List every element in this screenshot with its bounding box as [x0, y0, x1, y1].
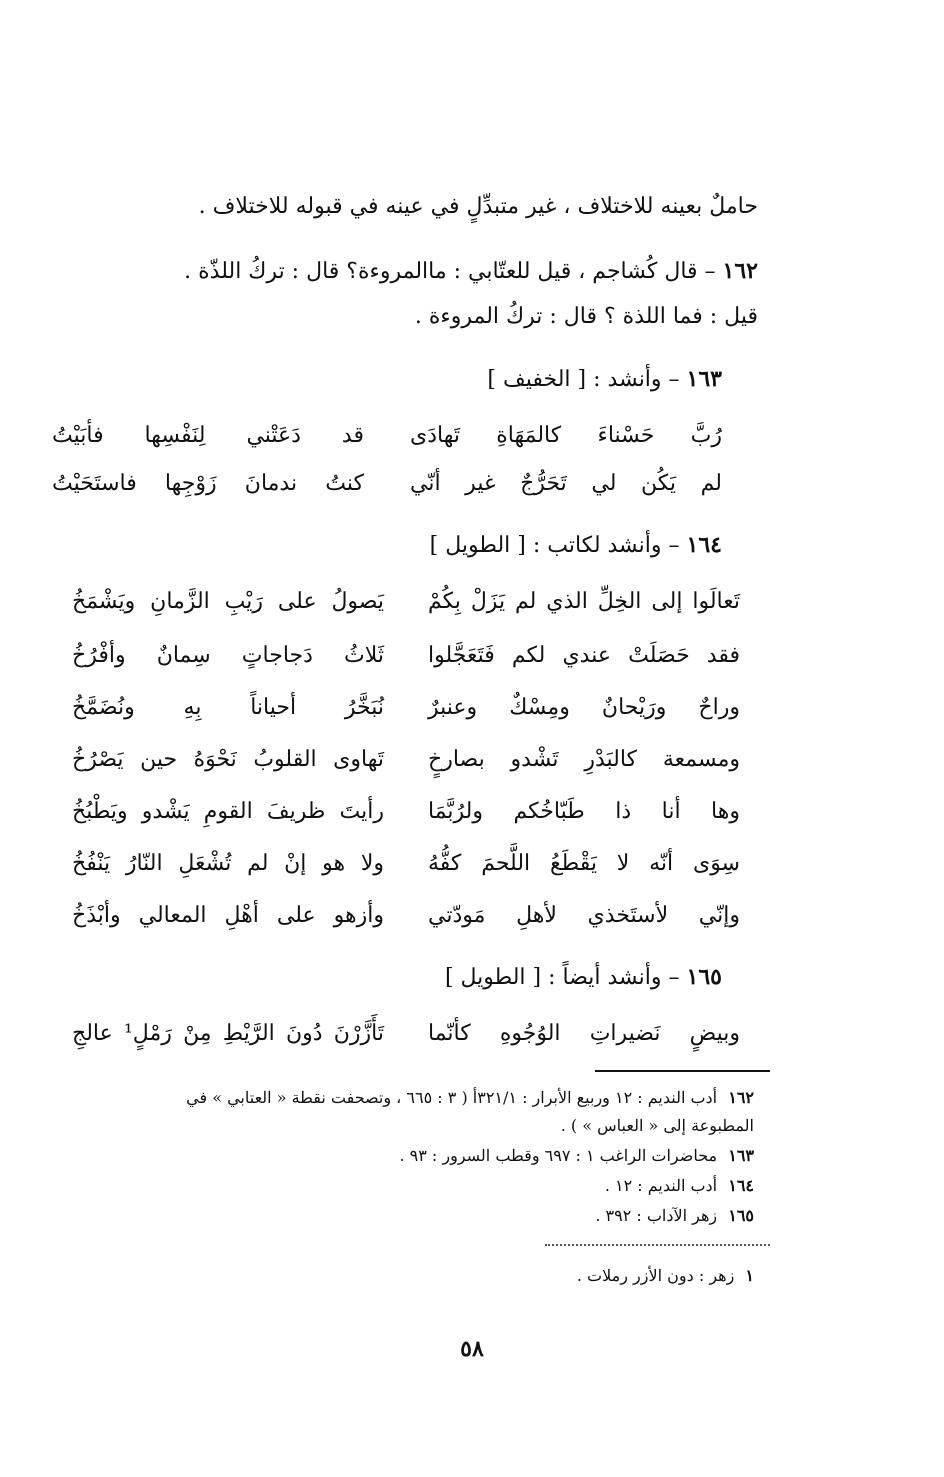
entry-163-heading [100, 362, 722, 397]
text-line: حاملٌ بعينه للاختلاف ، غير متبدِّلٍ في عينه في قبوله للاختلاف . [198, 194, 758, 219]
verse-first-hemistich: سِوَى أنّه لا يَقْطَعُ اللَّحمَ كفُّهُ [428, 851, 740, 876]
footnote-text: محاضرات الراغب ١ : ٦٩٧ وقطب السرور : ٩٣ . [399, 1146, 718, 1165]
entry-164-heading [100, 528, 722, 563]
verse-second-hemistich: ولا هو إنْ لم تُشْعَلِ النّارُ يَنْفُخُ [72, 851, 384, 876]
verse-line [72, 582, 740, 622]
verse-first-hemistich: فقد حَصَلَتْ عندي لكم فَتَعَجَّلوا [428, 643, 740, 668]
verse-line [72, 792, 740, 832]
verse-second-hemistich: رأيتَ ظريفَ القومِ يَشْدو ويَطْبُخُ [72, 799, 384, 824]
verse-first-hemistich: وبيضٍ نَضيراتِ الوُجُوهِ كأنّما [428, 1021, 740, 1046]
footnote-number: ١٦٢ [728, 1088, 754, 1107]
footnote-number: ١٦٣ [728, 1146, 754, 1165]
entry-165-heading [100, 960, 722, 995]
entry-heading: – وأنشد أيضاً : [ الطويل ] [444, 965, 680, 990]
verse-second-hemistich: تَأَزَّرْنَ دُونَ الرَّيْطِ مِنْ رَمْلٍ¹ عالجِ [72, 1021, 384, 1046]
paragraph-line [100, 190, 758, 224]
entry-heading: – وأنشد لكاتب : [ الطويل ] [429, 533, 680, 558]
verse-line [72, 1014, 740, 1054]
footnote-text: أدب النديم : ١٢ وربيع الأبرار : ٣٢١/١أ ( ٣ : ٦٦٥ ، وتصحفت نقطة « العتابي » في [186, 1088, 718, 1107]
textual-note [577, 1262, 754, 1290]
entry-number: ١٦٣ [686, 366, 722, 392]
verse-line [72, 688, 740, 728]
note-separator [545, 1244, 770, 1246]
entry-number: ١٦٥ [686, 964, 722, 990]
verse-line [72, 844, 740, 884]
verse-first-hemistich: وها أنا ذا طَبّاخُكم ولرُبَّمَا [428, 799, 740, 824]
footnote-number: ١٦٤ [728, 1176, 754, 1195]
entry-number: ١٦٢ [722, 258, 758, 284]
footnote [399, 1142, 754, 1170]
verse-first-hemistich: ومسمعة كالبَدْرِ تَشْدو بصارخٍ [428, 747, 740, 772]
note-number: ١ [745, 1266, 754, 1285]
page-number: ٥٨ [460, 1336, 484, 1362]
footnote-text: أدب النديم : ١٢ . [604, 1176, 718, 1195]
verse-second-hemistich: نُبَخَّرُ أحياناً بِهِ ونُضَمَّخُ [72, 695, 384, 720]
verse-second-hemistich: ثَلاثُ دَجاجاتٍ سِمانٌ وأفْرُخُ [72, 643, 384, 668]
verse-first-hemistich: رُبَّ حَسْناءَ كالمَهَاةِ تَهادَى [410, 423, 722, 448]
verse-first-hemistich: تَعالَوا إلى الخِلِّ الذي لم يَزَلْ بِكُمْ [428, 589, 740, 614]
entry-number: ١٦٤ [686, 532, 722, 558]
entry-162 [90, 254, 758, 289]
footnote [605, 1172, 754, 1200]
verse-line [72, 740, 740, 780]
verse-second-hemistich: يَصولُ على رَيْبِ الزَّمانِ ويَشْمَخُ [72, 589, 384, 614]
verse-line [52, 416, 722, 456]
entry-heading: – وأنشد : [ الخفيف ] [487, 367, 680, 392]
footnote-text: زهر الآداب : ٣٩٢ . [595, 1206, 718, 1225]
verse-line [72, 896, 740, 936]
verse-first-hemistich: وراحٌ ورَيْحانٌ ومِسْكٌ وعنبرٌ [428, 695, 740, 720]
footnote-separator [595, 1070, 770, 1072]
verse-second-hemistich: وأزهو على أهْلِ المعالي وأبْذَخُ [72, 903, 384, 928]
entry-text: – قال كُشاجم ، قيل للعتّابي : ماالمروءة؟ قال : تركُ اللذّة . [184, 259, 716, 284]
footnote-number: ١٦٥ [728, 1206, 754, 1225]
footnote [104, 1084, 754, 1112]
footnote [561, 1112, 754, 1140]
footnote-text: المطبوعة إلى « العباس » ) . [560, 1116, 754, 1135]
text-line: قيل : فما اللذة ؟ قال : تركُ المروءة . [414, 304, 758, 329]
footnote [595, 1202, 754, 1230]
verse-second-hemistich: كنتُ ندمانَ زَوْجِها فاستَحَيْتُ [52, 471, 364, 496]
note-text: زهر : دون الأزر رملات . [576, 1266, 735, 1285]
verse-second-hemistich: قد دَعَتْني لِنَفْسِها فأبَيْتُ [52, 423, 364, 448]
verse-line [72, 636, 740, 676]
verse-first-hemistich: وإنّي لأستَخذي لأهلِ مَودّتي [428, 903, 740, 928]
verse-first-hemistich: لم يَكُن لي تَحَرُّجٌ غير أنّي [410, 471, 722, 496]
paragraph-line [100, 300, 758, 334]
verse-second-hemistich: تَهاوى القلوبُ نَحْوَهُ حين يَصْرُخُ [72, 747, 384, 772]
verse-line [52, 464, 722, 504]
